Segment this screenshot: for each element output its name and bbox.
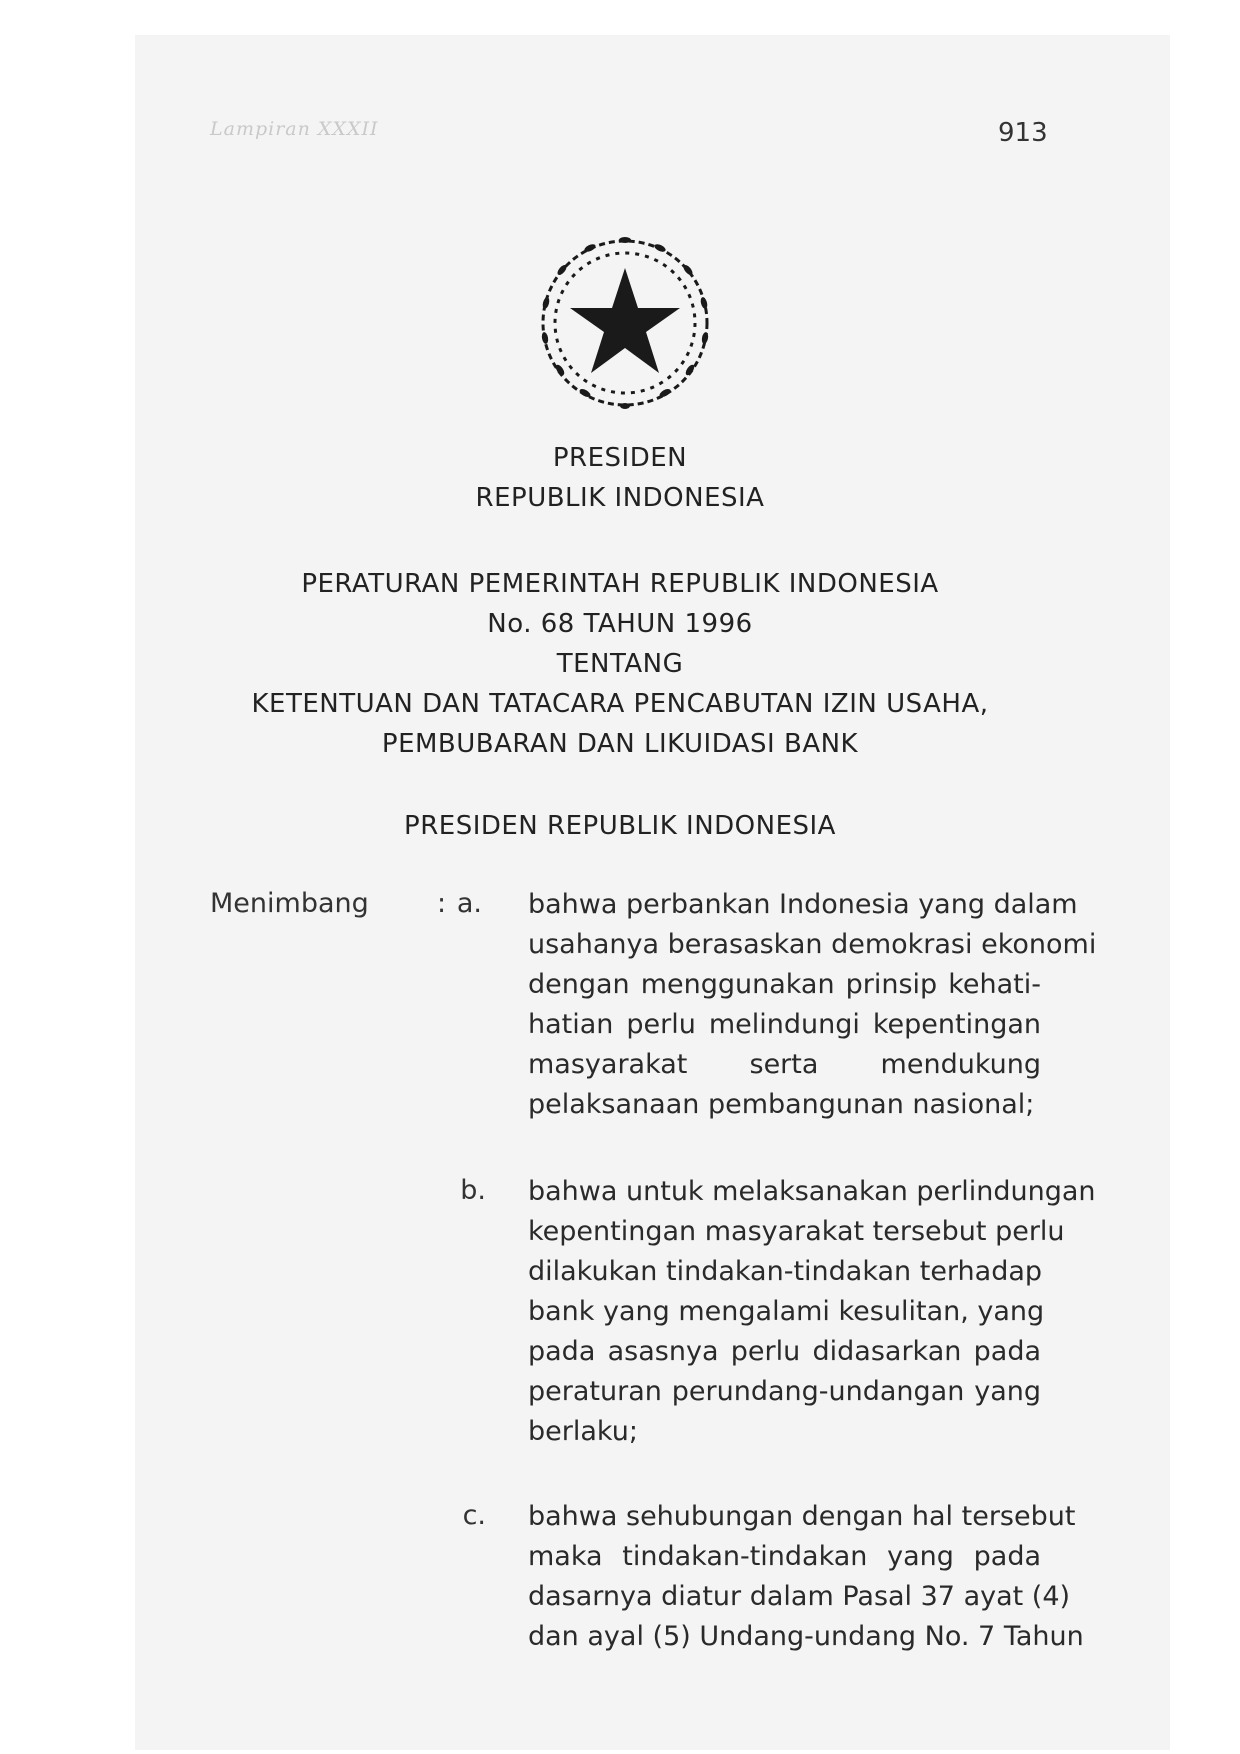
item-a-line: dengan menggunakan prinsip kehati-	[528, 969, 1041, 1000]
item-a-line: usahanya berasaskan demokrasi ekonomi	[528, 929, 1097, 960]
presidential-seal-emblem	[530, 228, 720, 418]
heading-republik-indonesia: REPUBLIK INDONESIA	[475, 483, 765, 513]
subheading-presiden-ri: PRESIDEN REPUBLIK INDONESIA	[404, 811, 836, 841]
item-c-line: maka tindakan-tindakan yang pada	[528, 1541, 1041, 1572]
running-head: Lampiran XXXII	[210, 118, 379, 140]
title-number-year: No. 68 TAHUN 1996	[487, 609, 753, 639]
item-b-line: peraturan perundang-undangan yang	[528, 1376, 1041, 1407]
menimbang-colon: :	[437, 888, 447, 919]
title-subject-line1: KETENTUAN DAN TATACARA PENCABUTAN IZIN USAHA,	[251, 689, 989, 719]
item-a-line: pelaksanaan pembangunan nasional;	[528, 1089, 1035, 1120]
item-a-line: hatian perlu melindungi kepentingan	[528, 1009, 1041, 1040]
item-c-line: dasarnya diatur dalam Pasal 37 ayat (4)	[528, 1581, 1071, 1612]
item-letter-c: c.	[462, 1500, 486, 1531]
title-peraturan: PERATURAN PEMERINTAH REPUBLIK INDONESIA	[301, 569, 939, 599]
title-tentang: TENTANG	[556, 649, 684, 679]
item-a-line: masyarakat serta mendukung	[528, 1049, 1041, 1080]
item-letter-a: a.	[456, 888, 482, 919]
item-letter-b: b.	[460, 1175, 486, 1206]
item-b-line: bahwa untuk melaksanakan perlindungan	[528, 1176, 1096, 1207]
item-b-line: dilakukan tindakan-tindakan terhadap	[528, 1256, 1043, 1287]
item-a-line: bahwa perbankan Indonesia yang dalam	[528, 889, 1078, 920]
item-b-line: kepentingan masyarakat tersebut perlu	[528, 1216, 1065, 1247]
item-b-line: bank yang mengalami kesulitan, yang	[528, 1296, 1045, 1327]
item-c-line: dan ayal (5) Undang-undang No. 7 Tahun	[528, 1621, 1084, 1652]
heading-presiden: PRESIDEN	[552, 443, 688, 473]
item-b-line: pada asasnya perlu didasarkan pada	[528, 1336, 1041, 1367]
item-b-line: berlaku;	[528, 1416, 638, 1447]
page-number: 913	[998, 118, 1048, 148]
title-subject-line2: PEMBUBARAN DAN LIKUIDASI BANK	[381, 729, 859, 759]
menimbang-label: Menimbang	[210, 888, 369, 919]
item-c-line: bahwa sehubungan dengan hal tersebut	[528, 1501, 1076, 1532]
